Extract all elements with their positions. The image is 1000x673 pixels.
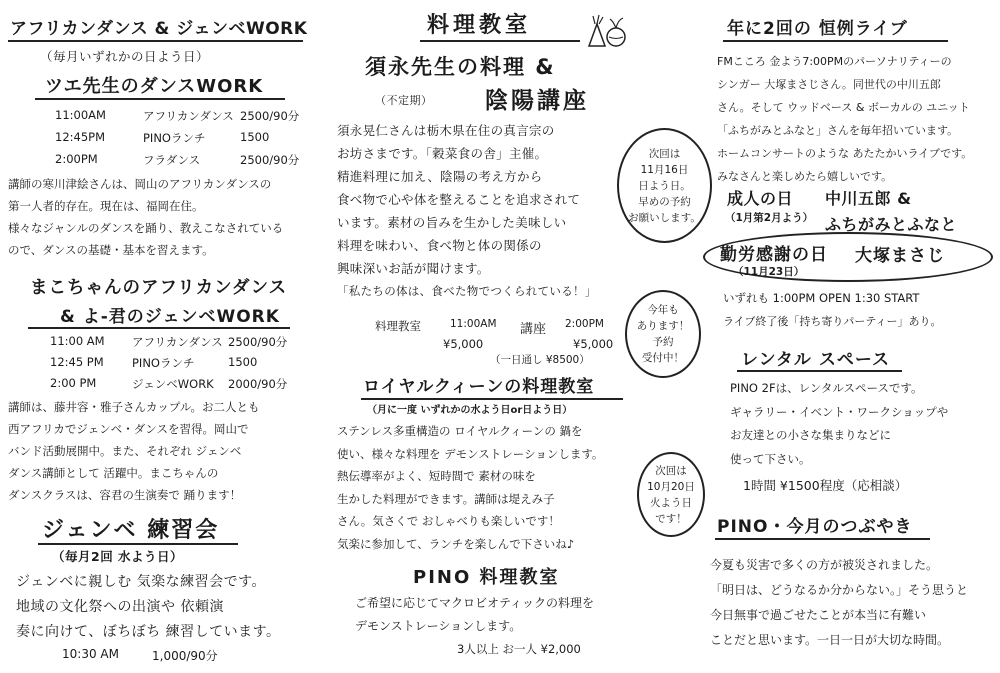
text-line: 講師は、藤井容・雅子さんカップル。お二人とも (8, 400, 260, 414)
text-line: 使い、様々な料理を デモンストレーションします。 (337, 446, 604, 461)
bubble-line: 今年も (647, 304, 679, 316)
schedule-price: 2000/90分 (228, 377, 288, 391)
text-line: バンド活動展開中。また、それぞれ ジェンベ (8, 444, 242, 458)
bubble-line: お願いします。 (628, 211, 701, 224)
schedule-name: アフリカンダンス (143, 109, 234, 123)
left-column (0, 0, 330, 673)
suenaga-description (337, 119, 597, 303)
murmur-title: PINO・今月のつぶやき (717, 517, 913, 537)
royal-title: ロイヤルクィーンの料理教室 (363, 377, 595, 397)
right-column (710, 0, 1000, 673)
text-line: 精進料理に加え、陰陽の考え方から (337, 169, 543, 184)
suenaga-title-line2: 陰陽講座 (485, 88, 589, 114)
cooking-title-underline (420, 40, 580, 42)
african-dance-subtitle: （毎月いずれかの日よう日） (40, 49, 210, 64)
suenaga-title-line1: 須永先生の料理 & (365, 55, 556, 79)
pino-cooking-description (355, 592, 594, 638)
bubble-line: 次回は (655, 464, 687, 477)
day1-artist1: 中川五郎 & (825, 189, 912, 208)
cooking-time: 11:00AM (450, 318, 497, 330)
suenaga-irregular: （不定期） (375, 94, 433, 107)
bubble-line: 早めの予約 (638, 195, 691, 208)
text-line: ホームコンサートのような あたたかいライブです。 (717, 147, 973, 160)
vegetable-icon (583, 12, 633, 52)
text-line: FMこころ 金よう7:00PMのパーソナリティーの (717, 55, 952, 68)
practice-time: 10:30 AM (62, 647, 119, 661)
text-line: 講師の寒川津絵さんは、岡山のアフリカンダンスの (8, 177, 272, 191)
text-line: お友達との小さな集まりなどに (730, 428, 891, 442)
day1-date: （1月第2月よう） (725, 212, 814, 224)
text-line: みなさんと楽しめたら嬉しいです。 (717, 170, 893, 183)
text-line: ダンスクラスは、容君の生演奏で 踊ります！ (8, 488, 242, 502)
text-line: 食べ物で心や体を整えることを追求されて (337, 192, 581, 207)
text-line: 様々なジャンルのダンスを踊り、教えこなされている (8, 221, 284, 235)
bubble-line: 10月20日 (647, 480, 695, 493)
text-line: シンガー 大塚まさじさん。同世代の中川五郎 (717, 78, 941, 91)
mako-description (8, 396, 260, 506)
schedule-time: 2:00 PM (50, 376, 97, 390)
rental-underline (737, 370, 902, 372)
day2-label: 勤労感謝の日 (720, 245, 828, 265)
practice-title: ジェンベ 練習会 (42, 518, 220, 543)
text-line: ので、ダンスの基礎・基本を習えます。 (8, 243, 214, 257)
schedule-price: 2500/90分 (228, 335, 288, 349)
center-column (335, 0, 715, 673)
rental-title: レンタル スペース (741, 350, 890, 370)
text-line: 熱伝導率がよく、短時間で 素材の味を (337, 469, 536, 483)
text-line: 今日無事で過ごせたことが本当に有難い (710, 608, 927, 622)
schedule-name: ジェンベWORK (132, 377, 214, 391)
reservation-bubble (625, 290, 701, 378)
text-line: さん。気さくで おしゃべりも楽しいです！ (337, 514, 560, 528)
live-description (717, 50, 972, 188)
day1-label: 成人の日 (727, 189, 794, 208)
title-underline (8, 40, 303, 42)
tsue-underline (35, 98, 285, 100)
text-line: 「私たちの体は、食べた物でつくられている！」 (337, 284, 597, 298)
day1-artist2: ふちがみとふなと (825, 215, 958, 234)
tsue-title: ツエ先生のダンスWORK (45, 76, 264, 97)
text-line: 気楽に参加して、ランチを楽しんで下さいね♪ (337, 536, 575, 551)
royal-description (337, 420, 603, 555)
bubble-line: 次回は (648, 147, 681, 160)
text-line: さん。そして ウッドベース & ボーカルの ユニット (717, 101, 970, 114)
live-title: 年に2回の 恒例ライブ (727, 19, 908, 39)
bubble-line: 火よう日 (649, 496, 692, 509)
text-line: 今夏も災害で多くの方が被災されました。 (710, 558, 939, 572)
rental-price: 1時間 ¥1500程度（応相談） (743, 478, 908, 493)
bubble-line: あります！ (636, 320, 690, 332)
practice-underline (38, 543, 238, 545)
schedule-name: PINOランチ (132, 356, 195, 370)
text-line: 第一人者的存在。現在は、福岡在住。 (8, 199, 204, 213)
practice-price: 1,000/90分 (152, 649, 218, 663)
text-line: ギャラリー・イベント・ワークショップや (730, 404, 949, 419)
royal-underline (361, 398, 623, 400)
text-line: 料理を味わい、食べ物と体の関係の (337, 238, 542, 253)
schedule-price: 1500 (240, 130, 270, 144)
murmur-description (710, 553, 968, 653)
schedule-name: PINOランチ (143, 131, 206, 145)
royal-subtitle: （月に一度 いずれかの水よう日or日よう日） (367, 405, 573, 416)
day2-date: （11月23日） (733, 266, 805, 278)
mako-underline (28, 327, 290, 329)
cooking-title: 料理教室 (427, 13, 532, 38)
text-line: 興味深いお話が聞けます。 (337, 261, 490, 276)
royal-next-bubble (637, 452, 705, 537)
schedule-name: フラダンス (143, 153, 201, 167)
pino-cooking-fee: 3人以上 お一人 ¥2,000 (457, 642, 581, 656)
text-line: お坊さまです。「穀菜食の舎」主催。 (337, 146, 548, 161)
lecture-label: 講座 (520, 322, 547, 337)
schedule-time: 2:00PM (55, 152, 98, 166)
text-line: 「明日は、どうなるか分からない。」そう思うと (710, 583, 969, 597)
text-line: 生かした料理ができます。講師は堤えみ子 (337, 491, 555, 506)
text-line: ジェンベに親しむ 気楽な練習会です。 (16, 574, 267, 590)
bubble-line: 受付中！ (642, 352, 684, 364)
schedule-time: 12:45 PM (50, 355, 104, 369)
next-date-bubble (617, 128, 712, 243)
text-line: デモンストレーションします。 (355, 619, 522, 633)
mako-title-line2: & よ-君のジェンベWORK (60, 307, 280, 327)
bubble-line: 予約 (652, 336, 674, 348)
rental-description (730, 377, 948, 471)
cooking-price: ¥5,000 (443, 337, 484, 351)
text-line: ステンレス多重構造の ロイヤルクィーンの 鍋を (337, 424, 583, 438)
live-party-line: ライブ終了後「持ち寄りパーティー」あり。 (723, 315, 942, 328)
text-line: 須永晃仁さんは栃木県在住の真言宗の (337, 123, 555, 138)
bubble-line: 11月16日 (640, 163, 689, 176)
cooking-label: 料理教室 (375, 319, 421, 333)
text-line: います。素材の旨みを生かした美味しい (337, 215, 567, 230)
text-line: 地域の文化祭への出演や 依頼演 (16, 599, 224, 615)
live-time-line: いずれも 1:00PM OPEN 1:30 START (723, 291, 920, 305)
lecture-price: ¥5,000 (573, 337, 614, 351)
live-underline (723, 40, 948, 42)
schedule-time: 11:00 AM (50, 334, 105, 348)
schedule-price: 2500/90分 (240, 153, 300, 167)
schedule-price: 2500/90分 (240, 109, 300, 123)
text-line: ダンス講師として 活躍中。まこちゃんの (8, 466, 219, 480)
murmur-underline (715, 538, 930, 540)
african-dance-title: アフリカンダンス & ジェンベWORK (10, 19, 308, 39)
schedule-name: アフリカンダンス (132, 335, 223, 349)
pino-cooking-title: PINO 料理教室 (413, 567, 560, 588)
practice-description (16, 570, 281, 645)
text-line: PINO 2Fは、レンタルスペースです。 (730, 381, 923, 395)
schedule-time: 12:45PM (55, 130, 105, 144)
bubble-line: です！ (655, 512, 687, 525)
lecture-time: 2:00PM (565, 318, 604, 330)
text-line: 西アフリカでジェンベ・ダンスを習得。岡山で (8, 422, 249, 436)
text-line: 奏に向けて、ぼちぼち 練習しています。 (16, 624, 281, 640)
suenaga-allday: （一日通し ¥8500） (490, 354, 590, 366)
text-line: 使って下さい。 (730, 451, 811, 466)
schedule-time: 11:00AM (55, 108, 106, 122)
day2-artist: 大塚まさじ (855, 246, 945, 266)
tsue-description (8, 173, 283, 261)
mako-title-line1: まこちゃんのアフリカンダンス (30, 278, 288, 298)
schedule-price: 1500 (228, 355, 258, 369)
text-line: 「ふちがみとふなと」さんを毎年招いています。 (717, 124, 959, 137)
practice-subtitle: （毎月2回 水よう日） (52, 549, 184, 564)
text-line: ご希望に応じてマクロビオティックの料理を (355, 596, 595, 610)
bubble-line: 日よう日。 (638, 179, 691, 192)
text-line: ことだと思います。一日一日が大切な時間。 (710, 633, 950, 647)
